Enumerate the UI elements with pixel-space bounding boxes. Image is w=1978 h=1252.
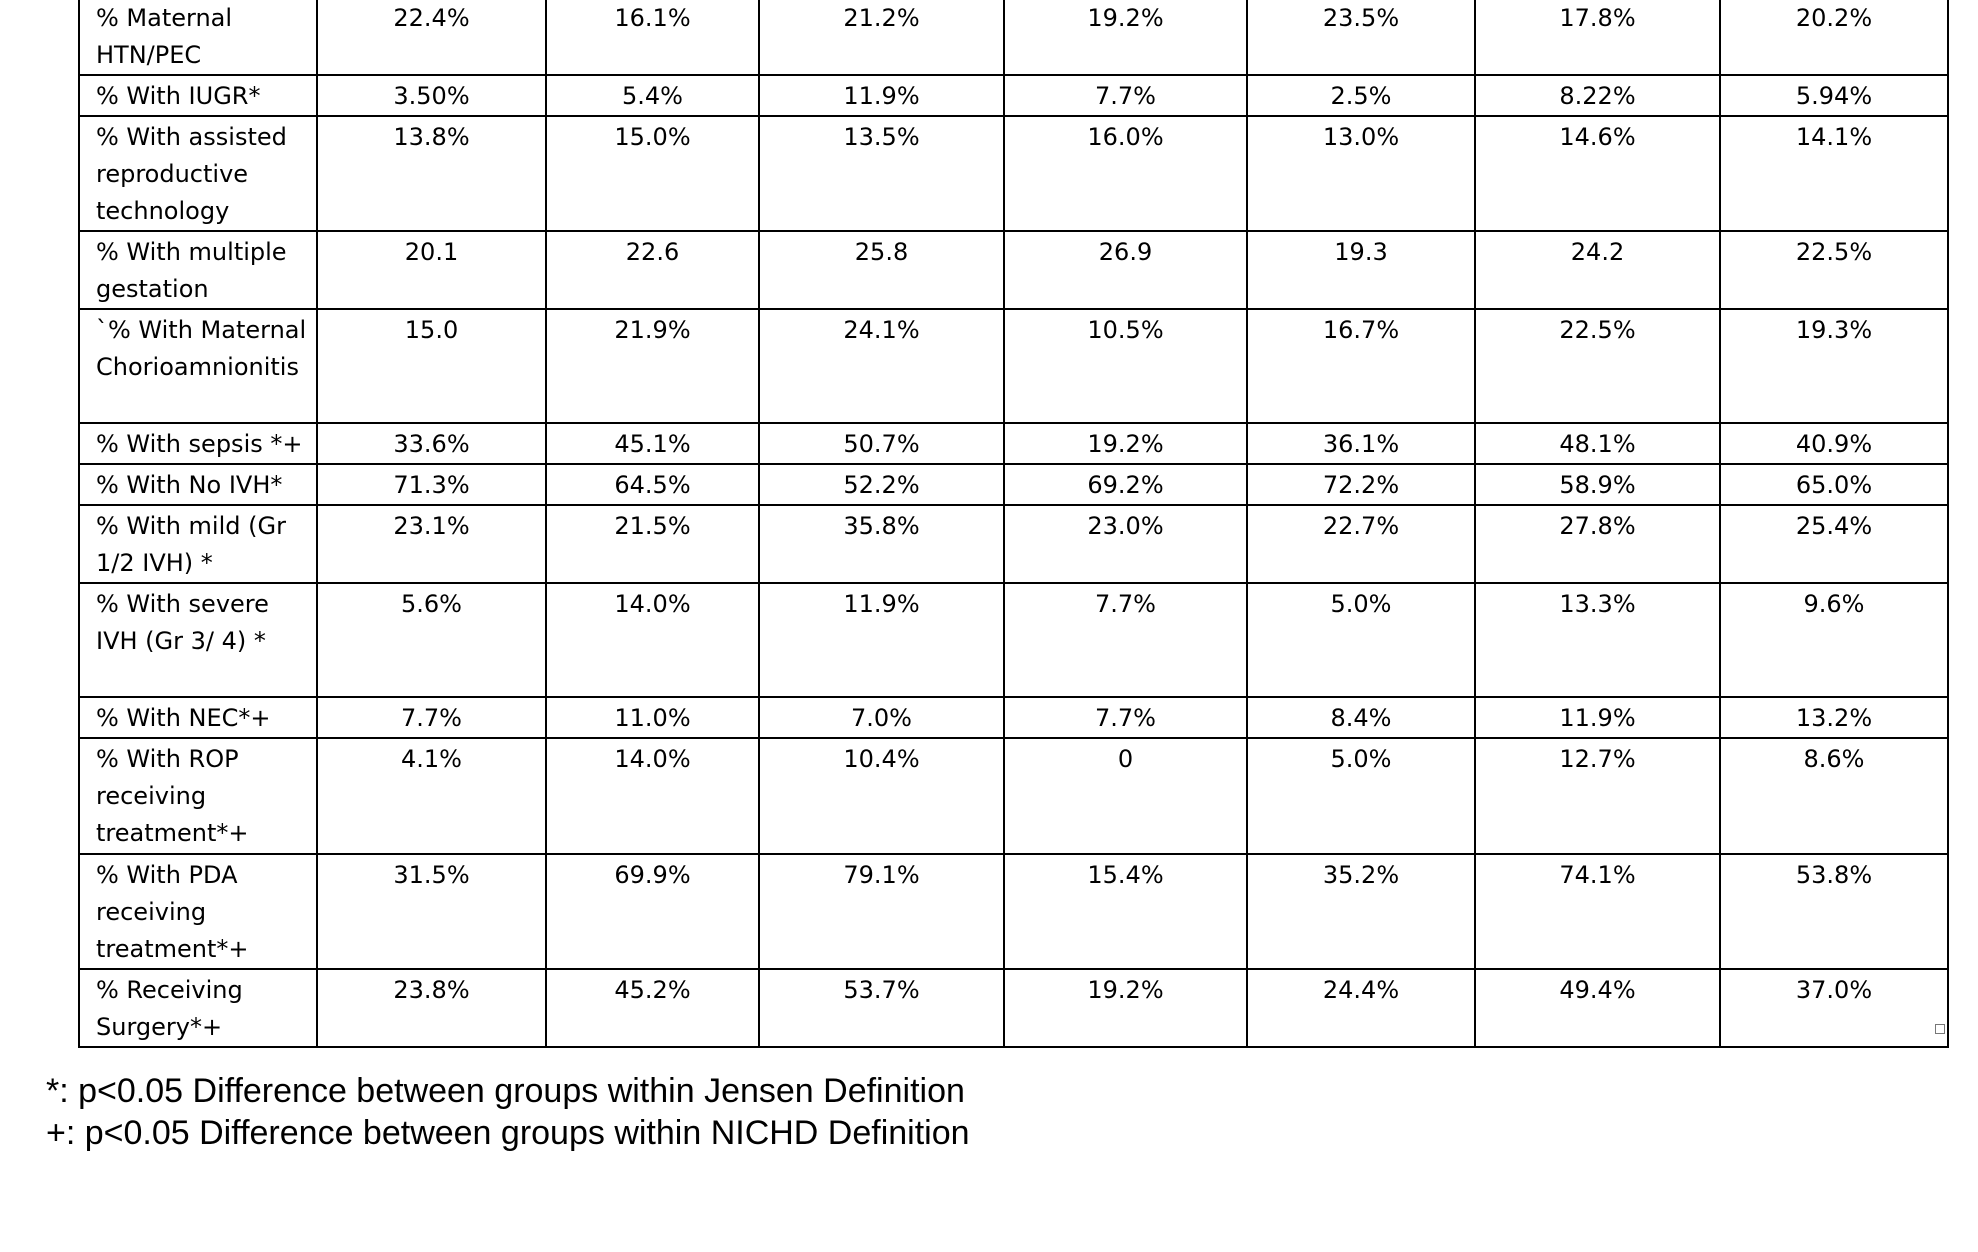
table-cell: 19.2% xyxy=(1004,969,1247,1047)
table-row xyxy=(79,231,1948,309)
table-cell: 7.7% xyxy=(1004,75,1247,116)
table-cell: 5.0% xyxy=(1247,738,1475,854)
row-label: % With mild (Gr 1/2 IVH) * xyxy=(79,505,317,583)
table-cell: 11.9% xyxy=(759,583,1004,697)
table-cell: 7.7% xyxy=(1004,583,1247,697)
table-body xyxy=(79,0,1948,1047)
table-cell: 27.8% xyxy=(1475,505,1720,583)
row-label: % With No IVH* xyxy=(79,464,317,505)
table-cell: 48.1% xyxy=(1475,423,1720,464)
table-cell: 19.3 xyxy=(1247,231,1475,309)
table-cell: 19.3% xyxy=(1720,309,1948,423)
table-row xyxy=(79,583,1948,697)
table-cell: 24.4% xyxy=(1247,969,1475,1047)
table-cell: 7.7% xyxy=(317,697,546,738)
table-cell: 11.0% xyxy=(546,697,759,738)
table-cell: 50.7% xyxy=(759,423,1004,464)
table-cell: 21.2% xyxy=(759,0,1004,75)
row-label: `% With Maternal Chorioamnionitis xyxy=(79,309,317,423)
table-cell: 4.1% xyxy=(317,738,546,854)
table-cell: 53.8% xyxy=(1720,854,1948,969)
table-cell: 21.9% xyxy=(546,309,759,423)
table-cell: 14.0% xyxy=(546,583,759,697)
table-cell: 7.7% xyxy=(1004,697,1247,738)
table-row xyxy=(79,738,1948,854)
row-label: % With sepsis *+ xyxy=(79,423,317,464)
row-label: % Receiving Surgery*+ xyxy=(79,969,317,1047)
table-row xyxy=(79,697,1948,738)
row-label: % With ROP receiving treatment*+ xyxy=(79,738,317,854)
row-label: % With IUGR* xyxy=(79,75,317,116)
table-cell: 58.9% xyxy=(1475,464,1720,505)
table-cell: 12.7% xyxy=(1475,738,1720,854)
table-cell: 40.9% xyxy=(1720,423,1948,464)
table-cell: 16.7% xyxy=(1247,309,1475,423)
table-cell: 33.6% xyxy=(317,423,546,464)
table-cell: 69.9% xyxy=(546,854,759,969)
table-cell: 37.0% xyxy=(1720,969,1948,1047)
table-cell: 35.8% xyxy=(759,505,1004,583)
table-cell: 14.0% xyxy=(546,738,759,854)
table-cell: 22.5% xyxy=(1475,309,1720,423)
row-label: % With assisted reproductive technology xyxy=(79,116,317,231)
table-cell: 5.6% xyxy=(317,583,546,697)
table-cell: 23.0% xyxy=(1004,505,1247,583)
table-cell: 23.8% xyxy=(317,969,546,1047)
table-row xyxy=(79,116,1948,231)
table-cell: 2.5% xyxy=(1247,75,1475,116)
table-cell: 19.2% xyxy=(1004,423,1247,464)
table-cell: 16.1% xyxy=(546,0,759,75)
table-cell: 20.2% xyxy=(1720,0,1948,75)
table-cell: 10.4% xyxy=(759,738,1004,854)
footnote-jensen: *: p<0.05 Difference between groups within Jensen Definition xyxy=(46,1072,965,1110)
table-cell: 8.6% xyxy=(1720,738,1948,854)
table-cell: 19.2% xyxy=(1004,0,1247,75)
table-cell: 79.1% xyxy=(759,854,1004,969)
table-cell: 35.2% xyxy=(1247,854,1475,969)
row-label: % With multiple gestation xyxy=(79,231,317,309)
table-cell: 8.22% xyxy=(1475,75,1720,116)
table-cell: 22.5% xyxy=(1720,231,1948,309)
table-cell: 17.8% xyxy=(1475,0,1720,75)
table-cell: 25.4% xyxy=(1720,505,1948,583)
table-cell: 14.1% xyxy=(1720,116,1948,231)
table-cell: 22.4% xyxy=(317,0,546,75)
table-cell: 0 xyxy=(1004,738,1247,854)
table-cell: 31.5% xyxy=(317,854,546,969)
table-cell: 3.50% xyxy=(317,75,546,116)
table-row xyxy=(79,75,1948,116)
table-row xyxy=(79,464,1948,505)
table-cell: 52.2% xyxy=(759,464,1004,505)
footnotes xyxy=(46,1070,970,1154)
table-cell: 64.5% xyxy=(546,464,759,505)
table-cell: 23.1% xyxy=(317,505,546,583)
data-table-container xyxy=(78,0,1949,1048)
table-cell: 21.5% xyxy=(546,505,759,583)
table-cell: 15.0 xyxy=(317,309,546,423)
table-cell: 5.0% xyxy=(1247,583,1475,697)
table-cell: 24.2 xyxy=(1475,231,1720,309)
row-label: % Maternal HTN/PEC xyxy=(79,0,317,75)
table-cell: 15.4% xyxy=(1004,854,1247,969)
table-row xyxy=(79,505,1948,583)
table-cell: 69.2% xyxy=(1004,464,1247,505)
table-cell: 13.8% xyxy=(317,116,546,231)
table-cell: 72.2% xyxy=(1247,464,1475,505)
table-cell: 53.7% xyxy=(759,969,1004,1047)
table-cell: 45.1% xyxy=(546,423,759,464)
table-cell: 13.3% xyxy=(1475,583,1720,697)
table-cell: 49.4% xyxy=(1475,969,1720,1047)
table-cell: 13.2% xyxy=(1720,697,1948,738)
row-label: % With NEC*+ xyxy=(79,697,317,738)
table-row xyxy=(79,309,1948,423)
table-cell: 5.4% xyxy=(546,75,759,116)
table-cell: 45.2% xyxy=(546,969,759,1047)
row-label: % With PDA receiving treatment*+ xyxy=(79,854,317,969)
table-cell: 10.5% xyxy=(1004,309,1247,423)
footnote-nichd: +: p<0.05 Difference between groups within NICHD Definition xyxy=(46,1114,970,1152)
table-row xyxy=(79,423,1948,464)
table-cell: 22.6 xyxy=(546,231,759,309)
table-cell: 74.1% xyxy=(1475,854,1720,969)
table-cell: 24.1% xyxy=(759,309,1004,423)
table-cell: 13.0% xyxy=(1247,116,1475,231)
table-cell: 26.9 xyxy=(1004,231,1247,309)
table-cell: 8.4% xyxy=(1247,697,1475,738)
data-table xyxy=(78,0,1949,1048)
table-cell: 7.0% xyxy=(759,697,1004,738)
table-resize-handle[interactable] xyxy=(1935,1024,1945,1034)
table-cell: 22.7% xyxy=(1247,505,1475,583)
table-cell: 25.8 xyxy=(759,231,1004,309)
table-cell: 11.9% xyxy=(1475,697,1720,738)
table-cell: 14.6% xyxy=(1475,116,1720,231)
table-cell: 36.1% xyxy=(1247,423,1475,464)
table-row xyxy=(79,969,1948,1047)
table-row xyxy=(79,854,1948,969)
table-row xyxy=(79,0,1948,75)
table-cell: 5.94% xyxy=(1720,75,1948,116)
table-cell: 71.3% xyxy=(317,464,546,505)
table-cell: 16.0% xyxy=(1004,116,1247,231)
table-cell: 65.0% xyxy=(1720,464,1948,505)
table-cell: 15.0% xyxy=(546,116,759,231)
table-cell: 9.6% xyxy=(1720,583,1948,697)
table-cell: 23.5% xyxy=(1247,0,1475,75)
table-cell: 13.5% xyxy=(759,116,1004,231)
row-label: % With severe IVH (Gr 3/ 4) * xyxy=(79,583,317,697)
table-cell: 11.9% xyxy=(759,75,1004,116)
table-cell: 20.1 xyxy=(317,231,546,309)
